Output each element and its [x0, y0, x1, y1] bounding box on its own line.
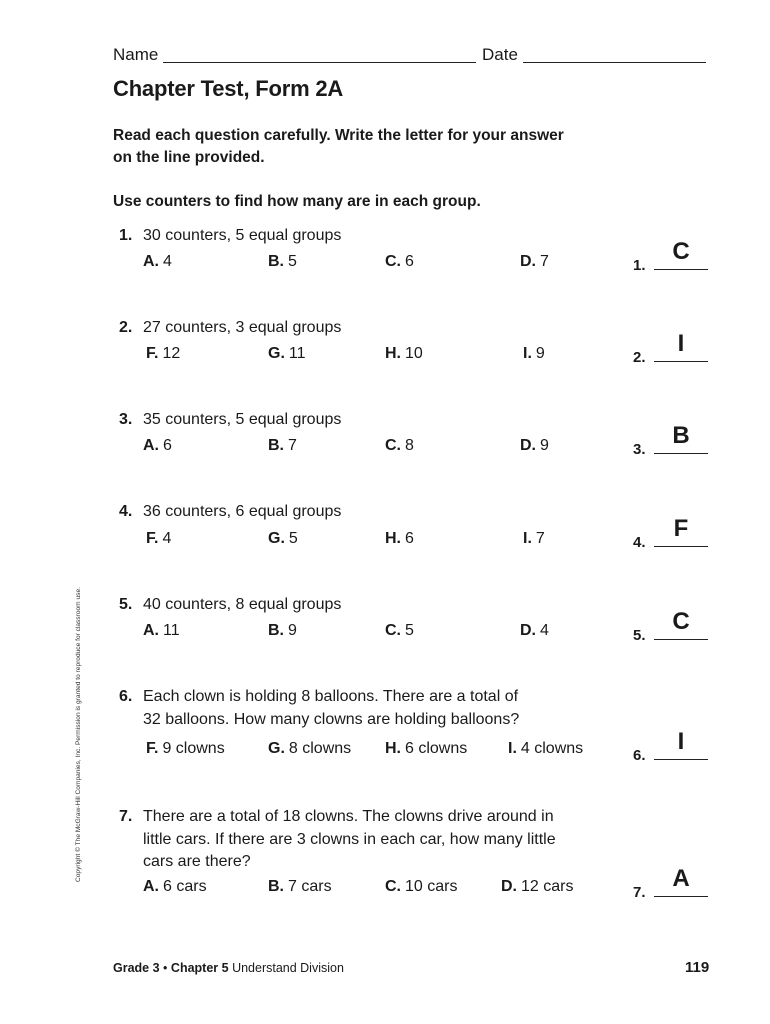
option-letter: C.: [385, 253, 401, 270]
option-text: 4: [540, 622, 549, 639]
option-letter: B.: [268, 878, 284, 895]
option-text: 11: [163, 622, 180, 639]
answer-line[interactable]: [654, 896, 708, 897]
answer-option[interactable]: [523, 345, 545, 363]
option-text: 8: [405, 437, 414, 454]
question-text: [143, 594, 341, 617]
instructions: Read each question carefully. Write the letter for your answer on the line provided.: [113, 127, 564, 166]
option-text: 6: [163, 437, 172, 454]
option-text: 7 cars: [288, 878, 332, 895]
question-text-line: 30 counters, 5 equal groups: [143, 227, 342, 244]
option-letter: C.: [385, 878, 401, 895]
answer-option[interactable]: [143, 878, 207, 896]
option-letter: F.: [146, 740, 159, 757]
answer-number: 1.: [633, 257, 646, 274]
answer-option[interactable]: [508, 740, 583, 758]
question-text: [143, 501, 341, 524]
option-letter: B.: [268, 437, 284, 454]
question-text: [143, 409, 341, 432]
footer: [113, 961, 344, 975]
answer-option[interactable]: [143, 437, 172, 455]
option-text: 5: [288, 253, 297, 270]
option-letter: B.: [268, 253, 284, 270]
answer-number: 4.: [633, 534, 646, 551]
answer-letter: B: [672, 422, 690, 449]
answer-line[interactable]: [654, 269, 708, 270]
answer-line[interactable]: [654, 759, 708, 760]
question-1: [119, 225, 341, 248]
answer-option[interactable]: [146, 345, 180, 363]
answer-option[interactable]: [268, 253, 297, 271]
option-letter: I.: [523, 530, 532, 547]
option-text: 6: [405, 530, 414, 547]
question-text: [143, 686, 519, 731]
answer-option[interactable]: [268, 530, 298, 548]
question-text-line: 36 counters, 6 equal groups: [143, 503, 342, 520]
copyright-notice: Copyright © The McGraw-Hill Companies, Inc. Permission is granted to reproduce for classroom use.: [75, 587, 82, 882]
answer-letter: I: [677, 728, 685, 755]
question-6: [119, 686, 519, 731]
option-text: 6 clowns: [405, 740, 468, 757]
option-letter: C.: [385, 622, 401, 639]
option-text: 9: [535, 345, 545, 362]
answer-option[interactable]: [523, 530, 545, 548]
question-text-line: There are a total of 18 clowns. The clowns drive around in: [143, 808, 554, 825]
answer-option[interactable]: [385, 530, 414, 548]
answer-option[interactable]: [520, 622, 549, 640]
question-text-line: cars are there?: [143, 853, 251, 870]
question-number: 1.: [119, 227, 133, 244]
question-text-line: Each clown is holding 8 balloons. There are a total of: [143, 688, 519, 705]
option-letter: D.: [501, 878, 517, 895]
option-letter: G.: [268, 345, 285, 362]
answer-line[interactable]: [654, 361, 708, 362]
name-line[interactable]: [163, 62, 476, 63]
option-letter: D.: [520, 253, 536, 270]
answer-option[interactable]: [146, 530, 171, 548]
option-text: 7: [540, 253, 549, 270]
option-text: 6 cars: [163, 878, 207, 895]
answer-number: 3.: [633, 441, 646, 458]
option-text: 7: [288, 437, 297, 454]
answer-letter: C: [672, 608, 690, 635]
answer-line[interactable]: [654, 546, 708, 547]
option-text: 6: [405, 253, 414, 270]
name-label: Name: [113, 45, 159, 64]
question-text-line: 32 balloons. How many clowns are holding balloons?: [143, 710, 520, 728]
date-label: Date: [482, 45, 518, 64]
question-text-line: 27 counters, 3 equal groups: [143, 319, 342, 336]
option-text: 10: [405, 345, 423, 362]
question-3: [119, 409, 341, 432]
footer-bullet: •: [163, 961, 168, 975]
answer-line[interactable]: [654, 453, 708, 454]
answer-option[interactable]: [268, 878, 332, 896]
footer-grade: Grade 3: [113, 961, 160, 975]
answer-line[interactable]: [654, 639, 708, 640]
footer-chapter: Chapter 5: [170, 961, 229, 975]
answer-letter: C: [672, 238, 690, 265]
option-letter: H.: [385, 740, 401, 757]
option-text: 7: [535, 530, 545, 547]
section-instruction: Use counters to find how many are in each group.: [113, 193, 481, 210]
answer-letter: A: [672, 865, 690, 892]
option-text: 12: [162, 345, 181, 362]
question-7: [119, 806, 556, 874]
answer-number: 2.: [633, 349, 646, 366]
answer-option[interactable]: [385, 622, 414, 640]
option-text: 4: [163, 253, 172, 270]
option-letter: A.: [143, 622, 159, 639]
answer-option[interactable]: [268, 622, 297, 640]
page-title: Chapter Test, Form 2A: [113, 76, 344, 101]
option-text: 4: [162, 530, 172, 547]
option-letter: I.: [523, 345, 532, 362]
option-letter: A.: [143, 253, 159, 270]
question-2: [119, 317, 341, 340]
option-letter: H.: [385, 530, 401, 547]
answer-option[interactable]: [520, 437, 549, 455]
answer-letter: F: [673, 515, 689, 542]
page-number: 119: [685, 959, 710, 976]
answer-option[interactable]: [385, 345, 423, 363]
question-text: [143, 317, 341, 340]
answer-option[interactable]: [146, 740, 225, 758]
option-text: 11: [288, 345, 306, 362]
answer-option[interactable]: [385, 437, 414, 455]
option-text: 9: [540, 437, 549, 454]
option-text: 9: [288, 622, 297, 639]
option-letter: F.: [146, 345, 159, 362]
option-text: 8 clowns: [288, 740, 352, 757]
option-letter: D.: [520, 437, 536, 454]
option-letter: G.: [268, 740, 285, 757]
question-number: 3.: [119, 411, 133, 428]
answer-option[interactable]: [143, 253, 172, 271]
question-text-line: 40 counters, 8 equal groups: [143, 596, 342, 613]
answer-option[interactable]: [268, 740, 351, 758]
option-letter: A.: [143, 437, 159, 454]
answer-letter: I: [677, 330, 685, 357]
question-text: [143, 225, 341, 248]
question-number: 2.: [119, 319, 133, 336]
option-letter: G.: [268, 530, 285, 547]
answer-option[interactable]: [268, 345, 306, 363]
option-text: 9 clowns: [162, 740, 225, 757]
option-letter: H.: [385, 345, 401, 362]
answer-option[interactable]: [143, 622, 180, 640]
option-text: 5: [405, 622, 414, 639]
option-letter: I.: [508, 740, 517, 757]
option-letter: C.: [385, 437, 401, 454]
option-letter: B.: [268, 622, 284, 639]
option-text: 10 cars: [405, 878, 458, 895]
question-number: 6.: [119, 688, 133, 705]
option-letter: A.: [143, 878, 159, 895]
answer-option[interactable]: [520, 253, 549, 271]
question-number: 7.: [119, 808, 133, 825]
option-text: 5: [288, 530, 298, 547]
answer-option[interactable]: [385, 253, 414, 271]
footer-chapter-title: Understand Division: [232, 961, 344, 975]
answer-number: 6.: [633, 747, 646, 764]
answer-option[interactable]: [501, 878, 573, 896]
question-4: [119, 501, 341, 524]
option-letter: F.: [146, 530, 159, 547]
option-letter: D.: [520, 622, 536, 639]
question-text-line: little cars. If there are 3 clowns in each car, how many little: [143, 830, 556, 848]
option-text: 4 clowns: [520, 740, 584, 757]
question-text: [143, 806, 556, 874]
answer-number: 5.: [633, 627, 646, 644]
question-text-line: 35 counters, 5 equal groups: [143, 411, 342, 428]
question-5: [119, 594, 341, 617]
option-text: 12 cars: [521, 878, 574, 895]
answer-option[interactable]: [385, 878, 457, 896]
answer-option[interactable]: [268, 437, 297, 455]
question-number: 4.: [119, 503, 133, 520]
answer-number: 7.: [633, 884, 646, 901]
question-number: 5.: [119, 596, 133, 613]
answer-option[interactable]: [385, 740, 467, 758]
date-line[interactable]: [523, 62, 706, 63]
